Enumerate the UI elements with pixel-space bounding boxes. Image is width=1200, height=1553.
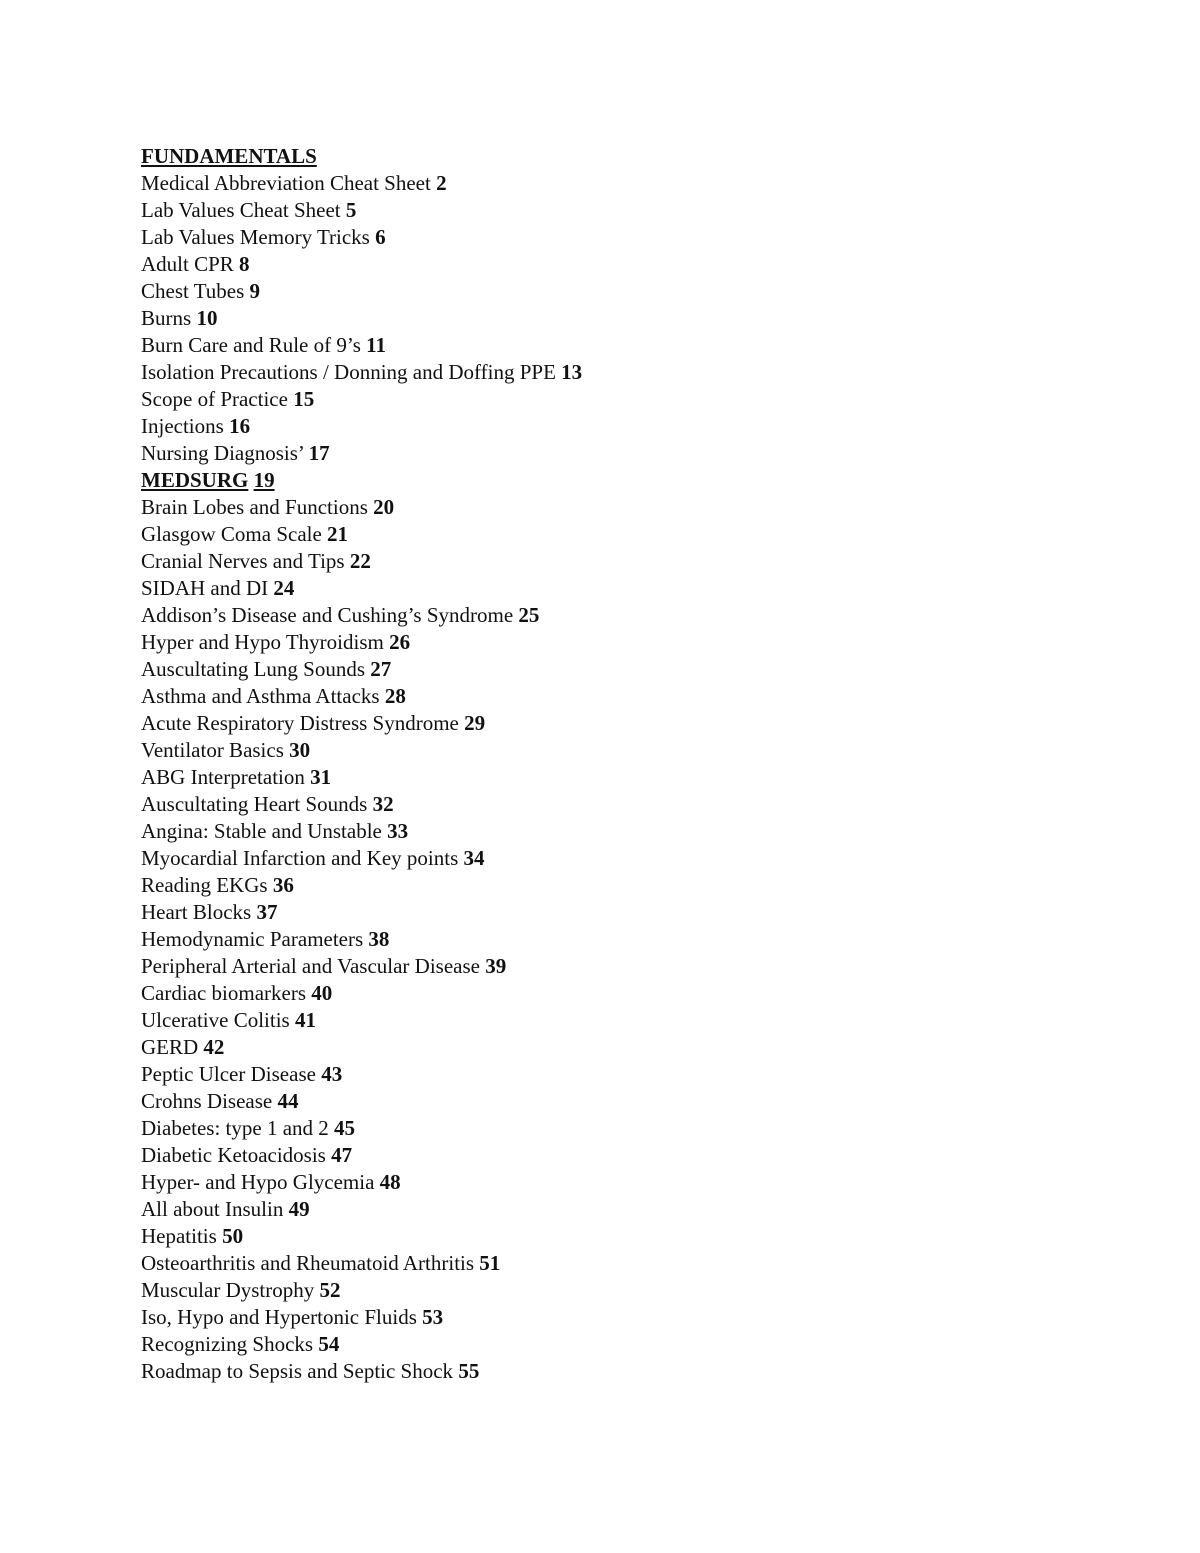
- toc-entry-title: Ventilator Basics: [141, 738, 284, 762]
- toc-entry-title: Cardiac biomarkers: [141, 981, 307, 1005]
- toc-entry: [141, 386, 1141, 413]
- toc-entry-title: Reading EKGs: [141, 873, 268, 897]
- toc-entry-page-number: 37: [256, 900, 278, 924]
- toc-entry-title: All about Insulin: [141, 1197, 284, 1221]
- toc-entry-page-number: 38: [368, 927, 390, 951]
- toc-entry-page-number: 33: [387, 819, 409, 843]
- toc-entry-page-number: 20: [373, 495, 395, 519]
- toc-entry: [141, 602, 1141, 629]
- toc-entry-page-number: 41: [294, 1008, 316, 1032]
- toc-entry: [141, 548, 1141, 575]
- toc-entry: [141, 1358, 1141, 1385]
- toc-entry-page-number: 13: [561, 360, 583, 384]
- toc-entry-page-number: 15: [293, 387, 315, 411]
- toc-entry-title: Asthma and Asthma Attacks: [141, 684, 380, 708]
- toc-entry-title: Scope of Practice: [141, 387, 288, 411]
- toc-entry: [141, 1115, 1141, 1142]
- toc-entry-title: Nursing Diagnosis’: [141, 441, 304, 465]
- toc-entry-title: Hyper and Hypo Thyroidism: [141, 630, 384, 654]
- toc-entry-page-number: 6: [375, 225, 386, 249]
- toc-entry-title: Hepatitis: [141, 1224, 217, 1248]
- toc-entry-title: Chest Tubes: [141, 279, 245, 303]
- toc-entry-title: Hyper- and Hypo Glycemia: [141, 1170, 375, 1194]
- toc-entry-title: Crohns Disease: [141, 1089, 273, 1113]
- toc-entry: [141, 710, 1141, 737]
- toc-entry: [141, 899, 1141, 926]
- toc-entry-title: Glasgow Coma Scale: [141, 522, 322, 546]
- toc-entry-page-number: 17: [308, 441, 330, 465]
- toc-entry-title: Iso, Hypo and Hypertonic Fluids: [141, 1305, 417, 1329]
- section-heading-page-number: 19: [253, 468, 275, 492]
- section-heading: [141, 143, 1141, 170]
- toc-entry: [141, 845, 1141, 872]
- toc-entry-page-number: 47: [331, 1143, 353, 1167]
- toc-entry: [141, 305, 1141, 332]
- toc-entry: [141, 1196, 1141, 1223]
- toc-entry: [141, 224, 1141, 251]
- toc-entry: [141, 764, 1141, 791]
- toc-entry-page-number: 40: [311, 981, 333, 1005]
- toc-entry-page-number: 29: [464, 711, 486, 735]
- toc-entry-page-number: 39: [485, 954, 507, 978]
- toc-entry: [141, 872, 1141, 899]
- toc-entry: [141, 1142, 1141, 1169]
- toc-entry: [141, 170, 1141, 197]
- toc-entry: [141, 926, 1141, 953]
- toc-entry-title: Recognizing Shocks: [141, 1332, 314, 1356]
- toc-entry: [141, 1088, 1141, 1115]
- toc-entry: [141, 629, 1141, 656]
- toc-entry-page-number: 10: [196, 306, 218, 330]
- toc-entry: [141, 953, 1141, 980]
- toc-entry-page-number: 21: [327, 522, 349, 546]
- toc-entry-title: Diabetes: type 1 and 2: [141, 1116, 329, 1140]
- toc-entry-title: Heart Blocks: [141, 900, 252, 924]
- toc-entry-title: Diabetic Ketoacidosis: [141, 1143, 326, 1167]
- toc-entry: [141, 737, 1141, 764]
- toc-entry-title: Peripheral Arterial and Vascular Disease: [141, 954, 480, 978]
- toc-entry-page-number: 24: [273, 576, 295, 600]
- toc-entry-title: SIDAH and DI: [141, 576, 269, 600]
- toc-entry-title: Addison’s Disease and Cushing’s Syndrome: [141, 603, 514, 627]
- toc-entry-title: Myocardial Infarction and Key points: [141, 846, 459, 870]
- toc-entry-title: Acute Respiratory Distress Syndrome: [141, 711, 459, 735]
- toc-entry: [141, 575, 1141, 602]
- toc-entry: [141, 683, 1141, 710]
- toc-entry-title: Auscultating Heart Sounds: [141, 792, 368, 816]
- toc-entry-title: Burns: [141, 306, 192, 330]
- toc-entry-title: Burn Care and Rule of 9’s: [141, 333, 361, 357]
- toc-entry-page-number: 34: [463, 846, 485, 870]
- toc-entry: [141, 1007, 1141, 1034]
- toc-entry: [141, 1331, 1141, 1358]
- toc-entry-page-number: 30: [289, 738, 311, 762]
- toc-entry-title: Medical Abbreviation Cheat Sheet: [141, 171, 431, 195]
- toc-entry-page-number: 50: [222, 1224, 244, 1248]
- toc-entry: [141, 197, 1141, 224]
- toc-entry-page-number: 45: [334, 1116, 356, 1140]
- toc-entry-title: Brain Lobes and Functions: [141, 495, 368, 519]
- toc-entry-page-number: 44: [277, 1089, 299, 1113]
- toc-entry: [141, 1277, 1141, 1304]
- toc-entry-page-number: 49: [288, 1197, 310, 1221]
- toc-entry-page-number: 25: [518, 603, 540, 627]
- toc-entry-page-number: 9: [249, 279, 261, 303]
- toc-entry: [141, 818, 1141, 845]
- toc-entry: [141, 980, 1141, 1007]
- toc-entry: [141, 359, 1141, 386]
- toc-entry-page-number: 16: [229, 414, 251, 438]
- toc-entry: [141, 278, 1141, 305]
- toc-entry-page-number: 2: [436, 171, 447, 195]
- toc-entry: [141, 791, 1141, 818]
- toc-entry: [141, 656, 1141, 683]
- toc-entry-page-number: 43: [321, 1062, 343, 1086]
- toc-entry-page-number: 51: [479, 1251, 501, 1275]
- toc-entry: [141, 1169, 1141, 1196]
- toc-entry: [141, 1250, 1141, 1277]
- toc-entry: [141, 440, 1141, 467]
- toc-entry: [141, 1223, 1141, 1250]
- toc-entry-page-number: 5: [345, 198, 357, 222]
- toc-entry: [141, 1304, 1141, 1331]
- toc-entry: [141, 1034, 1141, 1061]
- toc-entry-page-number: 26: [389, 630, 411, 654]
- toc-entry-title: Osteoarthritis and Rheumatoid Arthritis: [141, 1251, 475, 1275]
- toc-entry-title: GERD: [141, 1035, 199, 1059]
- toc-entry-title: Injections: [141, 414, 224, 438]
- toc-entry-page-number: 48: [379, 1170, 401, 1194]
- toc-entry-page-number: 53: [422, 1305, 444, 1329]
- toc-entry-page-number: 22: [349, 549, 371, 573]
- section-heading: [141, 467, 1141, 494]
- section-heading-title: FUNDAMENTALS: [141, 144, 317, 168]
- toc-entry: [141, 251, 1141, 278]
- toc-entry-title: Muscular Dystrophy: [141, 1278, 315, 1302]
- toc-entry: [141, 413, 1141, 440]
- toc-entry-page-number: 36: [272, 873, 294, 897]
- toc-entry-page-number: 11: [366, 333, 386, 357]
- table-of-contents: [141, 143, 1141, 1385]
- toc-entry-page-number: 32: [372, 792, 394, 816]
- toc-entry-page-number: 55: [458, 1359, 480, 1383]
- toc-entry-title: Auscultating Lung Sounds: [141, 657, 365, 681]
- toc-entry: [141, 521, 1141, 548]
- toc-entry-page-number: 28: [384, 684, 406, 708]
- toc-entry: [141, 1061, 1141, 1088]
- toc-entry-title: Ulcerative Colitis: [141, 1008, 290, 1032]
- toc-entry-title: ABG Interpretation: [141, 765, 305, 789]
- toc-entry-title: Roadmap to Sepsis and Septic Shock: [141, 1359, 454, 1383]
- toc-entry-title: Angina: Stable and Unstable: [141, 819, 382, 843]
- toc-entry: [141, 332, 1141, 359]
- toc-entry-title: Isolation Precautions / Donning and Doffing PPE: [141, 360, 556, 384]
- toc-entry-page-number: 42: [203, 1035, 225, 1059]
- toc-entry: [141, 494, 1141, 521]
- section-heading-title: MEDSURG: [141, 468, 249, 492]
- toc-entry-title: Hemodynamic Parameters: [141, 927, 364, 951]
- toc-entry-page-number: 54: [318, 1332, 340, 1356]
- toc-entry-page-number: 31: [310, 765, 332, 789]
- toc-entry-page-number: 27: [370, 657, 392, 681]
- toc-entry-page-number: 52: [319, 1278, 341, 1302]
- toc-entry-title: Lab Values Cheat Sheet: [141, 198, 341, 222]
- toc-entry-title: Cranial Nerves and Tips: [141, 549, 345, 573]
- toc-entry-title: Adult CPR: [141, 252, 234, 276]
- toc-entry-title: Lab Values Memory Tricks: [141, 225, 370, 249]
- toc-entry-title: Peptic Ulcer Disease: [141, 1062, 316, 1086]
- toc-entry-page-number: 8: [239, 252, 250, 276]
